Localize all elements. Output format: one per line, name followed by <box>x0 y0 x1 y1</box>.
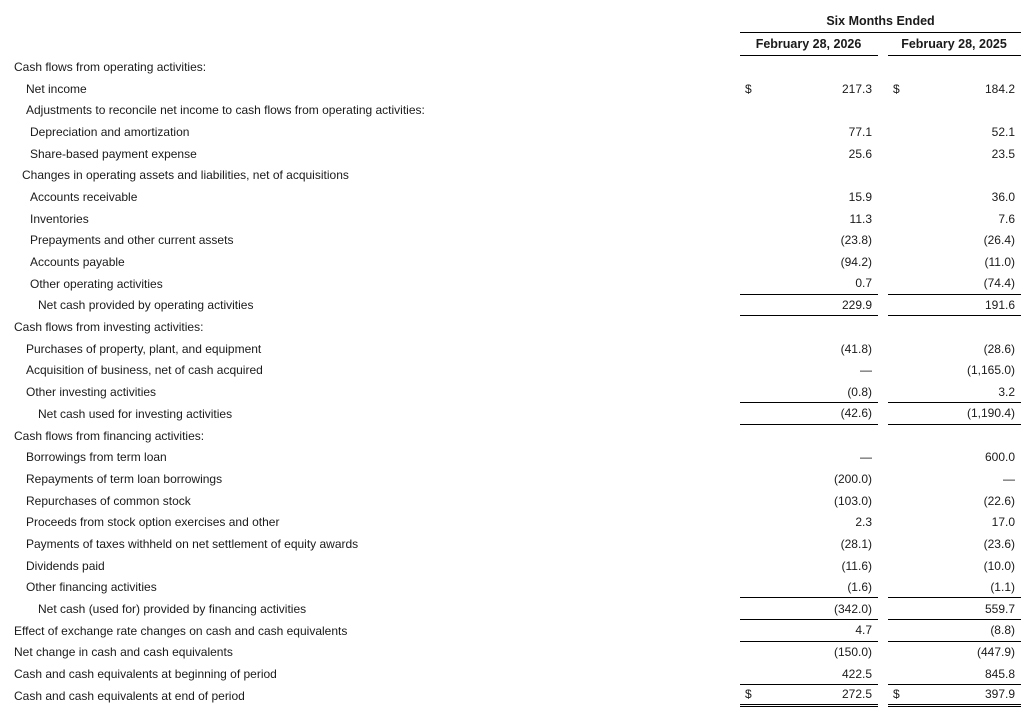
table-row <box>0 360 1021 382</box>
column-gap <box>878 360 888 382</box>
table-row <box>0 468 1021 490</box>
column-gap <box>878 577 888 599</box>
value-cell-2026 <box>740 143 878 165</box>
value-cell-2025 <box>888 56 1021 78</box>
table-row <box>0 230 1021 252</box>
table-row <box>0 186 1021 208</box>
column-gap <box>878 381 888 403</box>
row-label: Accounts receivable <box>30 189 138 204</box>
column-gap <box>878 403 888 425</box>
value-cell-2026 <box>740 78 878 100</box>
column-gap <box>878 685 888 707</box>
value-2025: (28.6) <box>983 341 1015 356</box>
value-cell-2026 <box>740 555 878 577</box>
value-2025: (22.6) <box>983 493 1015 508</box>
value-2025: 600.0 <box>984 450 1015 465</box>
value-2026: (150.0) <box>833 645 872 660</box>
value-2025: 184.2 <box>984 81 1015 96</box>
column-gap <box>878 490 888 512</box>
value-cell-2025 <box>888 577 1021 599</box>
table-row <box>0 78 1021 100</box>
row-label-cell <box>0 121 740 143</box>
value-cell-2025 <box>888 208 1021 230</box>
value-cell-2026 <box>740 577 878 599</box>
value-2025: (1.1) <box>990 579 1015 594</box>
value-2025: (8.8) <box>990 623 1015 638</box>
value-2026: 11.3 <box>849 211 872 226</box>
value-cell-2026 <box>740 642 878 664</box>
value-2025: 191.6 <box>984 297 1015 312</box>
row-label-cell <box>0 555 740 577</box>
column-gap <box>878 295 888 317</box>
value-cell-2025 <box>888 360 1021 382</box>
row-label: Depreciation and amortization <box>30 124 190 139</box>
value-2026: 422.5 <box>841 666 872 681</box>
table-row <box>0 164 1021 186</box>
value-2026: 77.1 <box>848 124 872 139</box>
value-2025: (11.0) <box>984 255 1015 270</box>
value-cell-2026 <box>740 511 878 533</box>
row-label-cell <box>0 446 740 468</box>
row-label: Net cash used for investing activities <box>38 406 233 421</box>
value-cell-2025 <box>888 468 1021 490</box>
row-label: Cash and cash equivalents at end of period <box>14 688 245 703</box>
column-gap <box>878 164 888 186</box>
table-row <box>0 490 1021 512</box>
value-2026: 2.3 <box>855 515 872 530</box>
dollar-sign: $ <box>893 81 900 96</box>
row-label: Proceeds from stock option exercises and other <box>26 515 280 530</box>
table-row <box>0 598 1021 620</box>
row-label-cell <box>0 642 740 664</box>
value-2025: (447.9) <box>976 645 1015 660</box>
column-gap <box>878 425 888 447</box>
value-cell-2025 <box>888 663 1021 685</box>
value-2026: — <box>860 450 872 465</box>
dollar-sign: $ <box>893 687 900 702</box>
table-row <box>0 251 1021 273</box>
column-gap <box>878 99 888 121</box>
value-cell-2025 <box>888 381 1021 403</box>
value-2026: 15.9 <box>848 189 872 204</box>
column-gap <box>878 533 888 555</box>
row-label: Changes in operating assets and liabilities, net of acquisitions <box>22 168 349 183</box>
column-gap <box>878 33 888 56</box>
row-label: Net income <box>26 81 87 96</box>
row-label-cell <box>0 577 740 599</box>
row-label-cell <box>0 620 740 642</box>
period-header-row <box>0 14 1021 33</box>
row-label: Acquisition of business, net of cash acquired <box>26 363 263 378</box>
table-row <box>0 446 1021 468</box>
row-label-cell <box>0 143 740 165</box>
table-row <box>0 685 1021 707</box>
row-label-cell <box>0 316 740 338</box>
table-row <box>0 577 1021 599</box>
value-2026: (11.6) <box>841 558 872 573</box>
value-cell-2026 <box>740 381 878 403</box>
value-cell-2025 <box>888 511 1021 533</box>
row-label-cell <box>0 164 740 186</box>
value-2026: (94.2) <box>840 255 872 270</box>
row-label: Prepayments and other current assets <box>30 233 234 248</box>
value-2025: 559.7 <box>984 601 1015 616</box>
value-cell-2026 <box>740 533 878 555</box>
column-gap <box>878 598 888 620</box>
column-gap <box>878 251 888 273</box>
value-cell-2025 <box>888 78 1021 100</box>
row-label-cell <box>0 295 740 317</box>
value-2025: 52.1 <box>991 124 1015 139</box>
value-2025: 3.2 <box>998 384 1015 399</box>
value-cell-2026 <box>740 338 878 360</box>
row-label-cell <box>0 251 740 273</box>
value-2025: (10.0) <box>983 558 1015 573</box>
row-label: Net cash provided by operating activities <box>38 298 254 313</box>
value-2026: 272.5 <box>841 687 872 702</box>
table-row <box>0 338 1021 360</box>
row-label: Effect of exchange rate changes on cash and cash equivalents <box>14 623 348 638</box>
row-label: Share-based payment expense <box>30 146 197 161</box>
value-cell-2026 <box>740 425 878 447</box>
value-cell-2025 <box>888 186 1021 208</box>
table-row <box>0 143 1021 165</box>
row-label: Adjustments to reconcile net income to cash flows from operating activities: <box>26 103 425 118</box>
dollar-sign: $ <box>745 81 752 96</box>
value-cell-2025 <box>888 403 1021 425</box>
dollar-sign: $ <box>745 687 752 702</box>
value-2026: (41.8) <box>840 341 872 356</box>
row-label: Other financing activities <box>26 580 157 595</box>
table-row <box>0 555 1021 577</box>
column-gap <box>878 273 888 295</box>
table-row <box>0 316 1021 338</box>
row-label: Payments of taxes withheld on net settlement of equity awards <box>26 536 359 551</box>
value-cell-2026 <box>740 446 878 468</box>
row-label-cell <box>0 598 740 620</box>
value-cell-2026 <box>740 316 878 338</box>
table-row <box>0 56 1021 78</box>
value-2026: (103.0) <box>833 493 872 508</box>
value-cell-2025 <box>888 446 1021 468</box>
row-label: Net change in cash and cash equivalents <box>14 645 233 660</box>
value-cell-2026 <box>740 251 878 273</box>
row-label-cell <box>0 78 740 100</box>
value-cell-2026 <box>740 230 878 252</box>
column-gap <box>878 208 888 230</box>
row-label-cell <box>0 56 740 78</box>
value-cell-2025 <box>888 273 1021 295</box>
row-label: Accounts payable <box>30 255 125 270</box>
value-cell-2026 <box>740 598 878 620</box>
value-cell-2026 <box>740 164 878 186</box>
header-label-spacer <box>0 33 740 56</box>
value-2025: — <box>1003 471 1015 486</box>
table-row <box>0 99 1021 121</box>
value-cell-2025 <box>888 642 1021 664</box>
value-cell-2025 <box>888 164 1021 186</box>
value-cell-2026 <box>740 295 878 317</box>
row-label-cell <box>0 230 740 252</box>
row-label: Repayments of term loan borrowings <box>26 471 223 486</box>
table-row <box>0 295 1021 317</box>
value-cell-2026 <box>740 620 878 642</box>
row-label: Dividends paid <box>26 558 105 573</box>
table-row <box>0 533 1021 555</box>
column-gap <box>878 143 888 165</box>
row-label-cell <box>0 381 740 403</box>
value-cell-2026 <box>740 490 878 512</box>
column-gap <box>878 555 888 577</box>
value-2026: (42.6) <box>840 406 872 421</box>
row-label-cell <box>0 360 740 382</box>
value-cell-2026 <box>740 685 878 707</box>
value-cell-2026 <box>740 99 878 121</box>
row-label-cell <box>0 511 740 533</box>
table-row <box>0 511 1021 533</box>
value-2026: 217.3 <box>841 81 872 96</box>
value-2025: 23.5 <box>991 146 1015 161</box>
header-label-spacer <box>0 14 740 33</box>
table-row <box>0 403 1021 425</box>
table-body <box>0 56 1021 707</box>
value-cell-2025 <box>888 99 1021 121</box>
value-2025: (1,165.0) <box>966 363 1015 378</box>
value-cell-2026 <box>740 186 878 208</box>
row-label-cell <box>0 468 740 490</box>
column-gap <box>878 230 888 252</box>
value-2026: (28.1) <box>840 536 872 551</box>
table-row <box>0 620 1021 642</box>
column-header-2025: February 28, 2025 <box>888 33 1021 56</box>
column-gap <box>878 620 888 642</box>
row-label-cell <box>0 490 740 512</box>
value-cell-2025 <box>888 143 1021 165</box>
row-label-cell <box>0 685 740 707</box>
value-cell-2025 <box>888 620 1021 642</box>
value-cell-2026 <box>740 273 878 295</box>
column-gap <box>878 511 888 533</box>
value-cell-2025 <box>888 425 1021 447</box>
column-gap <box>878 642 888 664</box>
value-cell-2026 <box>740 56 878 78</box>
table-row <box>0 425 1021 447</box>
row-label-cell <box>0 533 740 555</box>
value-cell-2025 <box>888 295 1021 317</box>
value-cell-2025 <box>888 230 1021 252</box>
row-label: Cash and cash equivalents at beginning of period <box>14 667 277 682</box>
value-2025: 7.6 <box>998 211 1015 226</box>
row-label-cell <box>0 663 740 685</box>
value-2025: 397.9 <box>984 687 1015 702</box>
period-header: Six Months Ended <box>740 14 1021 33</box>
value-2025: 17.0 <box>991 515 1015 530</box>
value-2025: (23.6) <box>983 536 1015 551</box>
row-label: Inventories <box>30 211 89 226</box>
column-gap <box>878 446 888 468</box>
row-label: Cash flows from financing activities: <box>14 428 205 443</box>
value-cell-2025 <box>888 533 1021 555</box>
value-cell-2025 <box>888 598 1021 620</box>
column-gap <box>878 121 888 143</box>
row-label-cell <box>0 338 740 360</box>
row-label-cell <box>0 186 740 208</box>
value-2025: 845.8 <box>984 666 1015 681</box>
row-label: Other operating activities <box>30 276 163 291</box>
column-gap <box>878 338 888 360</box>
row-label-cell <box>0 273 740 295</box>
value-cell-2025 <box>888 490 1021 512</box>
value-2026: 229.9 <box>841 297 872 312</box>
row-label: Cash flows from operating activities: <box>14 59 207 74</box>
column-header-row <box>0 33 1021 56</box>
table-row <box>0 642 1021 664</box>
row-label-cell <box>0 425 740 447</box>
value-2025: (26.4) <box>983 233 1015 248</box>
value-2026: (1.6) <box>847 579 872 594</box>
row-label: Other investing activities <box>26 385 157 400</box>
column-gap <box>878 468 888 490</box>
row-label: Repurchases of common stock <box>26 493 191 508</box>
table-row <box>0 663 1021 685</box>
table-row <box>0 208 1021 230</box>
column-gap <box>878 56 888 78</box>
value-cell-2025 <box>888 121 1021 143</box>
value-cell-2025 <box>888 316 1021 338</box>
table-row <box>0 381 1021 403</box>
value-cell-2026 <box>740 468 878 490</box>
value-2025: 36.0 <box>991 189 1015 204</box>
row-label: Purchases of property, plant, and equipment <box>26 341 262 356</box>
value-cell-2026 <box>740 403 878 425</box>
value-cell-2025 <box>888 685 1021 707</box>
column-gap <box>878 186 888 208</box>
table-row <box>0 121 1021 143</box>
value-cell-2025 <box>888 338 1021 360</box>
value-cell-2025 <box>888 555 1021 577</box>
value-cell-2025 <box>888 251 1021 273</box>
value-2026: (200.0) <box>833 471 872 486</box>
column-header-2026: February 28, 2026 <box>740 33 878 56</box>
value-2026: (23.8) <box>840 233 872 248</box>
row-label: Borrowings from term loan <box>26 450 167 465</box>
value-2026: — <box>860 363 872 378</box>
value-2026: 4.7 <box>855 623 872 638</box>
row-label-cell <box>0 99 740 121</box>
value-2026: 0.7 <box>855 276 872 291</box>
value-2026: (0.8) <box>847 384 872 399</box>
column-gap <box>878 316 888 338</box>
column-gap <box>878 663 888 685</box>
value-2025: (1,190.4) <box>966 406 1015 421</box>
value-cell-2026 <box>740 663 878 685</box>
row-label: Cash flows from investing activities: <box>14 320 204 335</box>
value-cell-2026 <box>740 121 878 143</box>
row-label-cell <box>0 208 740 230</box>
value-2026: 25.6 <box>848 146 872 161</box>
table-row <box>0 273 1021 295</box>
value-2026: (342.0) <box>833 601 872 616</box>
value-cell-2026 <box>740 208 878 230</box>
column-gap <box>878 78 888 100</box>
row-label: Net cash (used for) provided by financing activities <box>38 602 307 617</box>
row-label-cell <box>0 403 740 425</box>
value-2025: (74.4) <box>983 276 1015 291</box>
value-cell-2026 <box>740 360 878 382</box>
